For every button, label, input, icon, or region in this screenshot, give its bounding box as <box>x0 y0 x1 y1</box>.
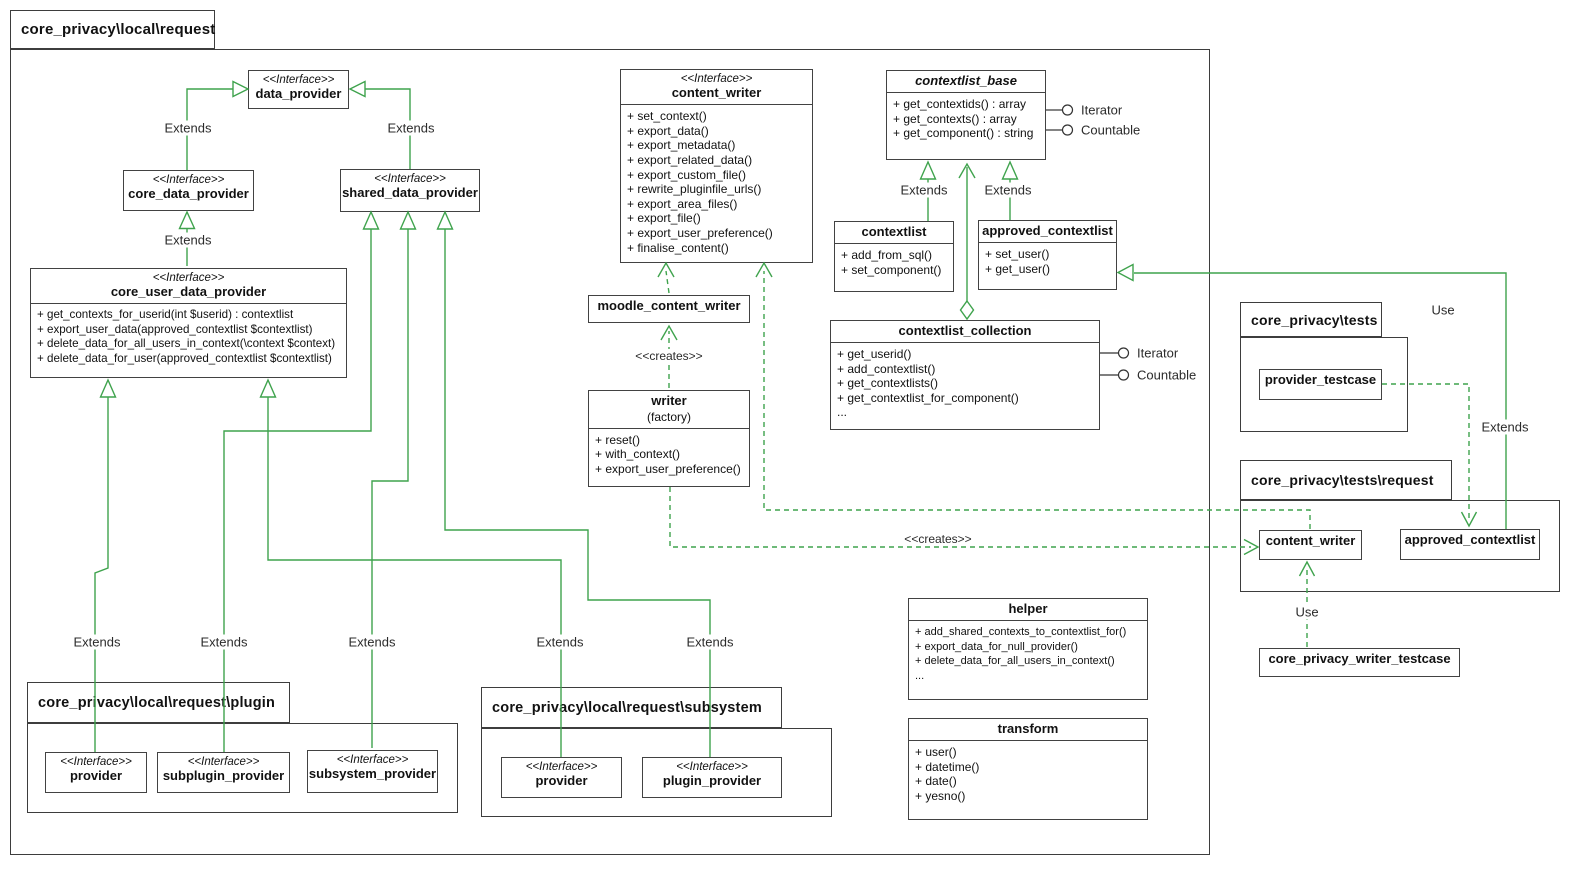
method-list <box>31 304 346 377</box>
method-line: ... <box>837 405 848 420</box>
stereotype: <<Interface>> <box>152 272 225 284</box>
method-line: + set_user() <box>985 246 1050 261</box>
class-name: subplugin_provider <box>162 768 285 784</box>
method-line: + get_contextlist_for_component() <box>837 390 1019 405</box>
class-name: contextlist_collection <box>898 323 1032 338</box>
class-header <box>979 221 1116 243</box>
use-label: Use <box>1431 302 1455 318</box>
method-line: + get_userid() <box>837 346 912 361</box>
class-name: core_privacy_writer_testcase <box>1268 651 1451 666</box>
method-line: + set_context() <box>627 109 707 124</box>
class-test-content-writer <box>1259 530 1362 560</box>
extends-label: Extends <box>387 120 435 136</box>
method-line: + delete_data_for_all_users_in_context(\context $context) <box>37 337 336 351</box>
class-core-data-provider <box>123 170 254 211</box>
class-data-provider <box>248 70 349 109</box>
method-line: + add_contextlist() <box>837 361 936 376</box>
class-header <box>589 296 749 317</box>
method-line: + export_user_preference() <box>595 461 741 476</box>
method-line: + add_from_sql() <box>841 247 933 262</box>
class-name: helper <box>1008 601 1048 616</box>
package-title: core_privacy\tests <box>1251 311 1378 328</box>
method-line: + export_file() <box>627 211 701 226</box>
method-line: + export_data() <box>627 123 709 138</box>
method-line: + get_contextids() : array <box>893 96 1027 111</box>
class-name: provider <box>69 768 122 784</box>
stereotype: <<Interface>> <box>187 756 260 768</box>
method-line: + rewrite_pluginfile_urls() <box>627 182 762 197</box>
class-header <box>1260 531 1361 552</box>
class-header <box>31 269 346 304</box>
class-core-privacy-writer-testcase <box>1259 648 1460 677</box>
package-title: core_privacy\local\request\plugin <box>38 694 276 711</box>
class-test-approved-contextlist <box>1400 529 1540 560</box>
class-name: approved_contextlist <box>982 223 1113 238</box>
class-name: shared_data_provider <box>342 185 478 201</box>
class-contextlist <box>834 221 954 292</box>
class-moodle-content-writer <box>588 295 750 323</box>
method-line: + user() <box>915 744 957 759</box>
iterator-label: Iterator <box>1081 102 1123 118</box>
method-line: + reset() <box>595 432 641 447</box>
countable-label: Countable <box>1137 367 1197 383</box>
stereotype: <<Interface>> <box>680 73 753 85</box>
class-header <box>643 758 781 792</box>
extends-label: Extends <box>984 182 1032 198</box>
class-transform <box>908 718 1148 820</box>
interface-content-writer <box>620 69 813 263</box>
method-line: + get_user() <box>985 261 1051 276</box>
class-name: provider_testcase <box>1264 372 1377 387</box>
interface-subsystem-plugin-provider <box>642 757 782 798</box>
method-list <box>621 105 812 262</box>
class-header <box>1260 370 1381 391</box>
class-header <box>46 753 146 787</box>
extends-label: Extends <box>1481 419 1529 435</box>
class-name: plugin_provider <box>662 773 762 789</box>
method-list <box>835 244 953 291</box>
method-line: + export_user_preference() <box>627 225 773 240</box>
extends-label: Extends <box>900 182 948 198</box>
interface-subplugin-provider <box>157 752 290 793</box>
package-tab-plugin <box>27 682 290 723</box>
package-tab-tests-request <box>1240 460 1452 500</box>
method-line: + with_context() <box>595 447 681 462</box>
class-core-user-data-provider <box>30 268 347 378</box>
method-line: + datetime() <box>915 759 980 774</box>
stereotype: <<Interface>> <box>262 74 335 86</box>
method-line: + get_contexts_for_userid(int $userid) : contextlist <box>37 308 294 322</box>
class-name: writer <box>651 393 687 408</box>
class-name: provider <box>535 773 588 789</box>
creates-label: <<creates>> <box>635 349 703 363</box>
method-list <box>887 93 1045 159</box>
class-name: data_provider <box>255 86 342 102</box>
method-line: + export_area_files() <box>627 196 738 211</box>
package-tab-tests <box>1240 302 1382 337</box>
package-title: core_privacy\local\request\subsystem <box>492 699 762 716</box>
class-name: content_writer <box>671 85 762 101</box>
countable-label: Countable <box>1081 122 1141 138</box>
extends-label: Extends <box>348 634 396 650</box>
class-header <box>124 171 253 205</box>
class-subtitle: (factory) <box>646 409 691 424</box>
class-name: content_writer <box>1265 533 1356 548</box>
extends-label: Extends <box>200 634 248 650</box>
class-contextlist-collection <box>830 320 1100 430</box>
class-name: subsystem_provider <box>308 766 437 782</box>
method-list <box>909 741 1147 819</box>
method-line: + get_component() : string <box>893 126 1034 141</box>
class-header <box>308 751 437 785</box>
class-contextlist-base <box>886 70 1046 160</box>
package-tab-subsystem <box>481 687 782 728</box>
class-name: transform <box>997 721 1059 736</box>
class-header <box>887 71 1045 93</box>
method-line: + export_custom_file() <box>627 167 747 182</box>
class-name: contextlist <box>861 224 927 239</box>
method-line: + export_user_data(approved_contextlist $contextlist) <box>37 322 313 336</box>
class-header <box>249 71 348 105</box>
creates-label: <<creates>> <box>904 532 972 546</box>
method-line: + add_shared_contexts_to_contextlist_for() <box>915 625 1127 638</box>
method-line: + finalise_content() <box>627 240 729 255</box>
extends-label: Extends <box>73 634 121 650</box>
class-provider-testcase <box>1259 369 1382 400</box>
method-list <box>589 429 749 486</box>
class-name: core_user_data_provider <box>110 284 267 300</box>
class-name: moodle_content_writer <box>597 298 741 313</box>
class-approved-contextlist <box>978 220 1117 290</box>
method-line: + get_contexts() : array <box>893 111 1017 126</box>
extends-label: Extends <box>164 232 212 248</box>
method-list <box>909 621 1147 699</box>
interface-plugin-provider <box>45 752 147 793</box>
class-name: approved_contextlist <box>1404 532 1536 547</box>
class-name: contextlist_base <box>915 73 1017 88</box>
extends-label: Extends <box>536 634 584 650</box>
class-helper <box>908 598 1148 700</box>
package-title: core_privacy\local\request <box>21 21 216 38</box>
class-writer-factory <box>588 390 750 487</box>
method-line: + date() <box>915 774 957 789</box>
extends-label: Extends <box>686 634 734 650</box>
method-line: + export_related_data() <box>627 152 753 167</box>
package-title: core_privacy\tests\request <box>1251 472 1434 488</box>
stereotype: <<Interface>> <box>525 761 598 773</box>
stereotype: <<Interface>> <box>676 761 748 773</box>
method-line: + get_contextlists() <box>837 376 939 391</box>
method-line: + delete_data_for_user(approved_contextlist $contextlist) <box>37 351 332 365</box>
stereotype: <<Interface>> <box>336 754 409 766</box>
method-list <box>831 343 1099 429</box>
method-line: + export_data_for_null_provider() <box>915 640 1078 653</box>
class-header <box>835 222 953 244</box>
class-header <box>502 758 621 792</box>
stereotype: <<Interface>> <box>152 174 225 186</box>
interface-subsystem-provider <box>307 750 438 793</box>
class-header <box>909 599 1147 621</box>
interface-subsystem-pkg-provider <box>501 757 622 798</box>
method-line: + yesno() <box>915 788 966 803</box>
class-shared-data-provider <box>340 169 480 212</box>
method-line: + delete_data_for_all_users_in_context() <box>915 655 1115 668</box>
stereotype: <<Interface>> <box>60 756 132 768</box>
stereotype: <<Interface>> <box>374 173 446 185</box>
iterator-label: Iterator <box>1137 345 1179 361</box>
class-name: core_data_provider <box>128 186 249 202</box>
package-tab-local-request <box>10 10 215 49</box>
use-label: Use <box>1295 604 1319 620</box>
class-header <box>1401 530 1539 551</box>
class-header <box>341 170 479 204</box>
method-list <box>979 243 1116 289</box>
class-header <box>621 70 812 105</box>
method-line: + export_metadata() <box>627 138 736 153</box>
class-header <box>158 753 289 787</box>
class-header <box>589 391 749 429</box>
extends-label: Extends <box>164 120 212 136</box>
class-header <box>831 321 1099 343</box>
method-line: ... <box>915 669 925 682</box>
method-line: + set_component() <box>841 262 942 277</box>
class-header <box>1260 649 1459 670</box>
class-header <box>909 719 1147 741</box>
